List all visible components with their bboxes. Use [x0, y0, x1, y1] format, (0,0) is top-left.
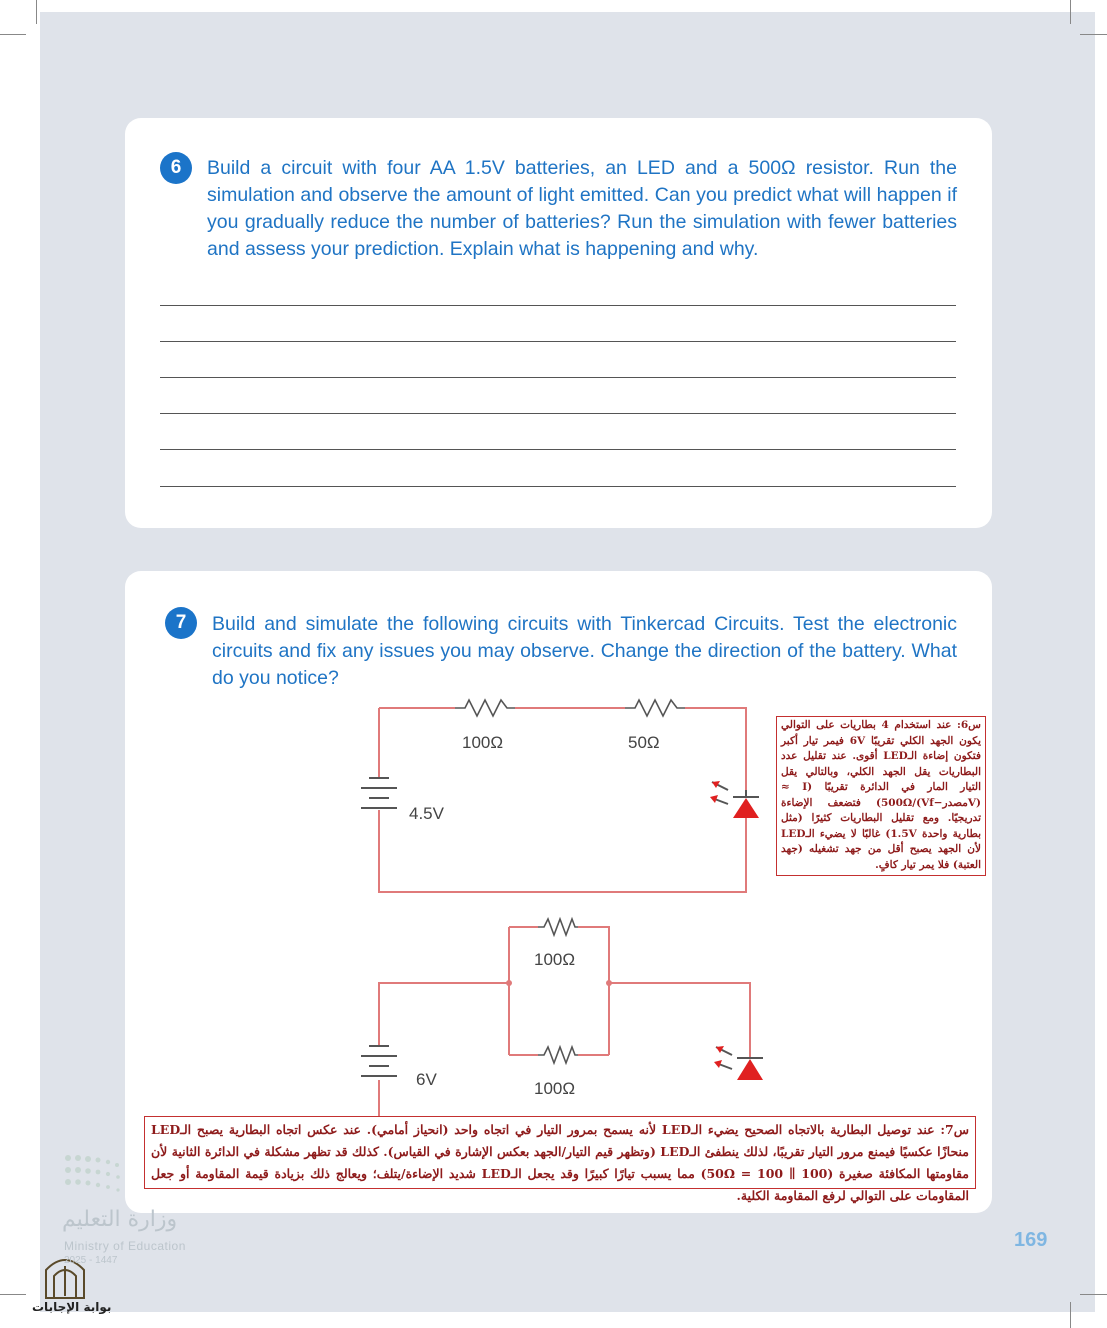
ministry-logo-icon — [65, 1155, 120, 1192]
resistor-label: 100Ω — [534, 1079, 576, 1098]
resistor-label: 100Ω — [534, 950, 576, 969]
led-icon — [710, 781, 759, 818]
ministry-name-english: Ministry of Education — [64, 1239, 186, 1253]
resistor-label: 50Ω — [628, 733, 660, 752]
question-6-text: Build a circuit with four AA 1.5V batteries, an LED and a 500Ω resistor. Run the simulation and observe the amount of light emitted. Can you predict what will happen if you gradually reduce the number of batteries? Run the simulation with fewer batteries and assess your prediction. Explain what is happening and why. — [207, 157, 957, 260]
answer-note-q7: س7: عند توصيل البطارية بالاتجاه الصحيح يضيء الـLED لأنه يسمح بمرور التيار في اتجاه واحد (انحياز أمامي). عند عكس اتجاه البطارية يصبح الـLED منحازًا عكسيًا فيمنع مرور التيار تقريبًا، لذلك ينطفئ الـLED (وتظهر قيم التيار/الجهد بعكس الإشارة في القياس). كذلك قد تظهر مشكلة في الدائرة الثانية لأن مقاومتها المكافئة صغيرة (100 ∥ 100 = 50Ω) مما يسبب تيارًا كبيرًا وقد يجعل الـLED شديد الإضاءة/يتلف؛ ويعالج ذلك بزيادة قيمة المقاومة أو جعل المقاومات على التوالي لرفع المقاومة الكلية. — [144, 1116, 976, 1189]
page-number: 169 — [1014, 1229, 1048, 1251]
gateway-label: بوابة الإجابات — [32, 1300, 112, 1314]
battery-icon — [361, 1046, 397, 1076]
battery-label: 6V — [416, 1070, 437, 1089]
question-number-badge: 7 — [165, 607, 197, 639]
resistor-icon — [455, 700, 515, 716]
junction-dot — [506, 980, 512, 986]
junction-dot — [606, 980, 612, 986]
resistor-icon — [625, 700, 685, 716]
resistor-icon — [538, 919, 578, 935]
resistor-label: 100Ω — [462, 733, 504, 752]
battery-label: 4.5V — [409, 804, 444, 823]
ministry-name-arabic: وزارة التعليم — [62, 1207, 178, 1232]
question-7-text: Build and simulate the following circuits with Tinkercad Circuits. Test the electronic circuits and fix any issues you may observe. Change the direction of the battery. What do you notice? — [212, 613, 957, 689]
resistor-icon — [538, 1047, 578, 1063]
led-icon — [714, 1046, 763, 1080]
question-number-badge: 6 — [160, 152, 192, 184]
circuit-1 — [379, 708, 746, 892]
ministry-year: 2025 - 1447 — [64, 1255, 118, 1266]
battery-icon — [361, 778, 397, 808]
answer-note-q6: س6: عند استخدام 4 بطاريات على التوالي يكون الجهد الكلي تقريبًا 6V فيمر تيار أكبر فتكون إضاءة الـLED أقوى. عند تقليل عدد البطاريات يقل الجهد الكلي، وبالتالي يقل التيار المار في الدائرة تقريبًا (I ≈ (Vمصدر−Vf)/500Ω) فتضعف الإضاءة تدريجيًا. ومع تقليل البطاريات كثيرًا (مثل بطارية واحدة 1.5V) غالبًا لا يضيء الـLED لأن الجهد يصبح أقل من جهد تشغيله (جهد العتبة) فلا يمر تيار كافٍ. — [776, 716, 986, 876]
